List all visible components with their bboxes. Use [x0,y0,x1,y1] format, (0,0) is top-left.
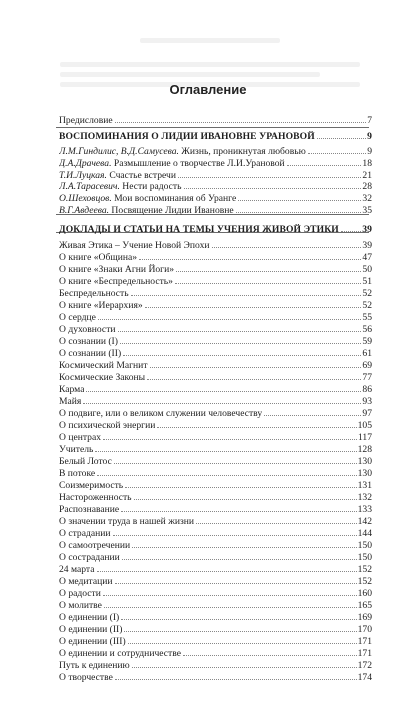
toc-page-number: 171 [357,636,372,647]
toc-dot-leader [147,379,361,380]
toc-entry-text: О центрах [59,432,102,443]
toc-entry-title [59,456,112,467]
toc-entry-text: ВОСПОМИНАНИЯ О ЛИДИИ ИВАНОВНЕ УРАНОВОЙ [59,131,315,142]
toc-page-number: 69 [362,360,372,371]
toc-entry-text: О психической энергии [59,420,156,431]
toc-entry-text: О сострадании [59,552,120,563]
toc-entry [59,384,372,395]
toc-entry-text: Настороженность [59,492,132,503]
toc-dot-leader [139,259,361,260]
toc-page-number: 32 [362,193,372,204]
toc-entry [59,420,372,431]
toc-entry-title [59,528,111,539]
toc-entry [59,396,372,407]
toc-entry-text: Беспредельность [59,288,129,299]
toc-entry [59,588,372,599]
toc-entry-title [59,504,119,515]
toc-entry [59,672,372,683]
toc-dot-leader [104,607,357,608]
toc-dot-leader [196,523,357,524]
toc-entry-text: О творчестве [59,672,113,683]
toc-entry-text: Посвящение Лидии Ивановне [111,205,234,216]
toc-section-heading [59,131,372,142]
toc-entry-text: Размышление о творчестве Л.И.Урановой [113,158,285,169]
toc-entry-title [59,312,96,323]
toc-entry-text: В потоке [59,468,96,479]
toc-dot-leader [115,583,357,584]
toc-dot-leader [83,403,361,404]
toc-dot-leader [122,559,357,560]
toc-page-number: 172 [357,660,372,671]
toc-entry [59,336,372,347]
toc-entry-text: О молитве [59,600,102,611]
toc-dot-leader [114,463,357,464]
toc-entry [59,240,372,251]
toc-page-number: 130 [357,456,372,467]
toc-dot-leader [97,475,356,476]
toc-entry-title [59,300,143,311]
toc-dot-leader [212,247,362,248]
toc-dot-leader [132,667,357,668]
toc-entry-title [59,372,145,383]
toc-entry-text: О единении (I) [59,612,120,623]
toc-entry [59,456,372,467]
toc-entry-title [59,408,262,419]
toc-dot-leader [134,499,357,500]
toc-dot-leader [287,165,362,166]
toc-dot-leader [98,319,362,320]
toc-entry-text: Счастье встречи [109,170,176,181]
divider-rule [56,127,369,128]
toc-dot-leader [341,231,361,232]
toc-page-number: 39 [362,224,372,235]
toc-entry [59,288,372,299]
toc-entry [59,432,372,443]
toc-entry-text: Предисловие [59,115,113,126]
toc-page-number: 152 [357,564,372,575]
toc-entry-title [59,540,130,551]
toc-entry-title [59,115,113,126]
toc-page-number: 59 [362,336,372,347]
toc-page-number: 56 [362,324,372,335]
toc-entry [59,372,372,383]
toc-entry-text: Белый Лотос [59,456,112,467]
toc-entry-title [59,205,234,216]
toc-entry-text: О единении (II) [59,624,123,635]
toc-entry-text: О единении (III) [59,636,126,647]
toc-dot-leader [183,655,357,656]
toc-entry [59,504,372,515]
toc-entry [59,170,372,181]
toc-page-number: 170 [357,624,372,635]
toc-dot-leader [308,153,366,154]
toc-entry [59,480,372,491]
toc-page-number: 144 [357,528,372,539]
toc-page-number: 165 [357,600,372,611]
toc-entry-text: Соизмеримость [59,480,124,491]
toc-page-number: 18 [362,158,372,169]
toc-entry [59,205,372,216]
toc-entry-title [59,420,155,431]
toc-entry-title [59,288,129,299]
toc-entry-text: ДОКЛАДЫ И СТАТЬИ НА ТЕМЫ УЧЕНИЯ ЖИВОЙ ЭТИКИ [59,224,339,235]
toc-entry-title [59,612,119,623]
toc-entry-text: О книге «Иерархия» [59,300,143,311]
toc-entry [59,115,372,126]
toc-dot-leader [97,571,357,572]
toc-page-number: 169 [357,612,372,623]
toc-page-number: 86 [362,384,372,395]
toc-dot-leader [103,439,357,440]
toc-dot-leader [95,451,356,452]
toc-entry-title [59,552,120,563]
toc-dot-leader [128,643,357,644]
toc-dot-leader [157,427,356,428]
toc-dot-leader [238,200,361,201]
toc-page-number: 39 [362,240,372,251]
toc-entry-text: О страдании [59,528,111,539]
toc-entry-text: О значении труда в нашей жизни [59,516,195,527]
toc-entry [59,612,372,623]
toc-page-number: 160 [357,588,372,599]
toc-entry-title [59,624,122,635]
toc-dot-leader [132,547,356,548]
toc-entry [59,648,372,659]
toc-entry [59,600,372,611]
toc-entry-text: Живая Этика – Учение Новой Эпохи [59,240,210,251]
toc-page-number: 21 [362,170,372,181]
toc-entry-title [59,600,102,611]
toc-page-number: 50 [362,264,372,275]
toc-entry [59,624,372,635]
toc-entry-title [59,588,101,599]
toc-entry [59,193,372,204]
toc-entry-text: О книге «Община» [59,252,138,263]
toc-entry-title [59,348,121,359]
toc-dot-leader [176,271,361,272]
toc-dot-leader [115,122,367,123]
toc-entry [59,540,372,551]
toc-entry-text: О сознании (II) [59,348,122,359]
toc-entry [59,576,372,587]
toc-entry-title [59,146,306,157]
toc-entry-text: Космический Магнит [59,360,148,371]
toc-page-number: 9 [367,131,372,142]
toc-entry [59,360,372,371]
toc-page-number: 9 [367,146,372,157]
toc-entry-text: О сердце [59,312,96,323]
toc-entry-title [59,432,101,443]
toc-page-number: 28 [362,181,372,192]
toc-entry-title [59,384,84,395]
toc-entry-text: О книге «Беспредельность» [59,276,173,287]
toc-entry-title [59,224,339,235]
toc-title: Оглавление [169,82,247,97]
toc-page-number: 132 [357,492,372,503]
toc-entry-title [59,492,132,503]
toc-entry-author: Л.А.Тарасевич. [59,181,120,192]
toc-entry [59,146,372,157]
toc-entry-author: В.Г.Авдеева. [59,205,110,216]
toc-entry-text: О единении и сотрудничестве [59,648,181,659]
toc-page-number: 174 [357,672,372,683]
toc-entry [59,276,372,287]
toc-page-number: 152 [357,576,372,587]
toc-dot-leader [118,331,362,332]
toc-page-number: 7 [367,115,372,126]
toc-page-number: 52 [362,288,372,299]
toc-entry [59,468,372,479]
toc-entry-title [59,324,116,335]
toc-entry-title [59,480,123,491]
toc-entry [59,312,372,323]
toc-entry-title [59,564,95,575]
toc-entry [59,564,372,575]
toc-entry-text: 24 марта [59,564,95,575]
toc-page-number: 171 [357,648,372,659]
toc-dot-leader [184,188,362,189]
toc-entry-title [59,276,173,287]
toc-entry-text: Путь к единению [59,660,130,671]
toc-page-number: 131 [357,480,372,491]
toc-entry-text: О самоотречении [59,540,131,551]
toc-entry-text: О книге «Знаки Агни Йоги» [59,264,175,275]
toc-entry-title [59,181,182,192]
toc-entry [59,158,372,169]
toc-page-number: 61 [362,348,372,359]
toc-dot-leader [103,595,357,596]
toc-entry-title [59,170,176,181]
toc-section-heading [59,224,372,235]
toc-entry-text: Карма [59,384,85,395]
toc-entry-title [59,444,93,455]
toc-entry [59,636,372,647]
toc-entry [59,181,372,192]
toc-dot-leader [178,177,361,178]
toc-page-number: 150 [357,540,372,551]
toc-dot-leader [236,212,362,213]
toc-dot-leader [123,355,361,356]
toc-entry-title [59,660,130,671]
toc-page-number: 51 [362,276,372,287]
toc-page-number: 150 [357,552,372,563]
toc-dot-leader [317,138,366,139]
toc-entry-title [59,240,210,251]
toc-page-number: 52 [362,300,372,311]
toc-entry-text: О сознании (I) [59,336,118,347]
toc-page-number: 35 [362,205,372,216]
toc-entry-title [59,672,113,683]
toc-entry-title [59,264,174,275]
toc-entry-text: Майя [59,396,82,407]
toc-entry [59,492,372,503]
toc-entry-title [59,396,81,407]
toc-entry-author: О.Шеховцов. [59,193,112,204]
toc-page-number: 105 [357,420,372,431]
toc-dot-leader [264,415,361,416]
toc-entry-title [59,468,95,479]
toc-entry [59,660,372,671]
toc-entry-title [59,576,113,587]
toc-dot-leader [86,391,361,392]
toc-entry [59,552,372,563]
toc-entry [59,444,372,455]
toc-dot-leader [121,511,356,512]
toc-dot-leader [113,535,357,536]
toc-entry-author: Д.А.Драчева. [59,158,112,169]
toc-entry-text: Мои воспоминания об Уранге [114,193,237,204]
toc-entry-author: Т.И.Луцкая. [59,170,107,181]
toc-entry-title [59,636,126,647]
toc-dot-leader [150,367,362,368]
toc-entry [59,252,372,263]
toc-entry-title [59,516,194,527]
toc-entry-title [59,336,118,347]
toc-entry-text: О радости [59,588,101,599]
toc-entry [59,324,372,335]
toc-entry [59,264,372,275]
toc-page-number: 97 [362,408,372,419]
toc-page-number: 130 [357,468,372,479]
toc-entry [59,528,372,539]
toc-entry [59,348,372,359]
toc-page-number: 142 [357,516,372,527]
toc-entry-title [59,648,181,659]
toc-dot-leader [120,343,361,344]
toc-dot-leader [121,619,356,620]
toc-dot-leader [131,295,362,296]
toc-dot-leader [175,283,361,284]
toc-dot-leader [115,679,357,680]
toc-entry-author: Л.М.Гиндилис, В.Д.Самусева. [59,146,179,157]
toc-entry-text: О духовности [59,324,116,335]
toc-page-number: 133 [357,504,372,515]
toc-entry-title [59,193,236,204]
toc-page-number: 117 [357,432,372,443]
toc-entry-text: Космические Законы [59,372,146,383]
toc-dot-leader [125,487,356,488]
toc-entry-title [59,158,285,169]
toc-entry-text: Распознавание [59,504,120,515]
toc-page-number: 77 [362,372,372,383]
toc-entry-title [59,360,148,371]
toc-entry-text: Нести радость [122,181,182,192]
toc-entry-text: Жизнь, проникнутая любовью [181,146,306,157]
toc-entry [59,408,372,419]
toc-entry-text: Учитель [59,444,94,455]
toc-page-number: 128 [357,444,372,455]
toc-entry-title [59,252,137,263]
toc-page-number: 55 [362,312,372,323]
toc-page-number: 47 [362,252,372,263]
toc-entry [59,300,372,311]
toc-entry-text: О медитации [59,576,113,587]
toc-entry [59,516,372,527]
toc-dot-leader [124,631,356,632]
toc-entry-title [59,131,315,142]
toc-page-number: 93 [362,396,372,407]
toc-dot-leader [145,307,362,308]
toc-entry-text: О подвиге, или о великом служении человечеству [59,408,263,419]
